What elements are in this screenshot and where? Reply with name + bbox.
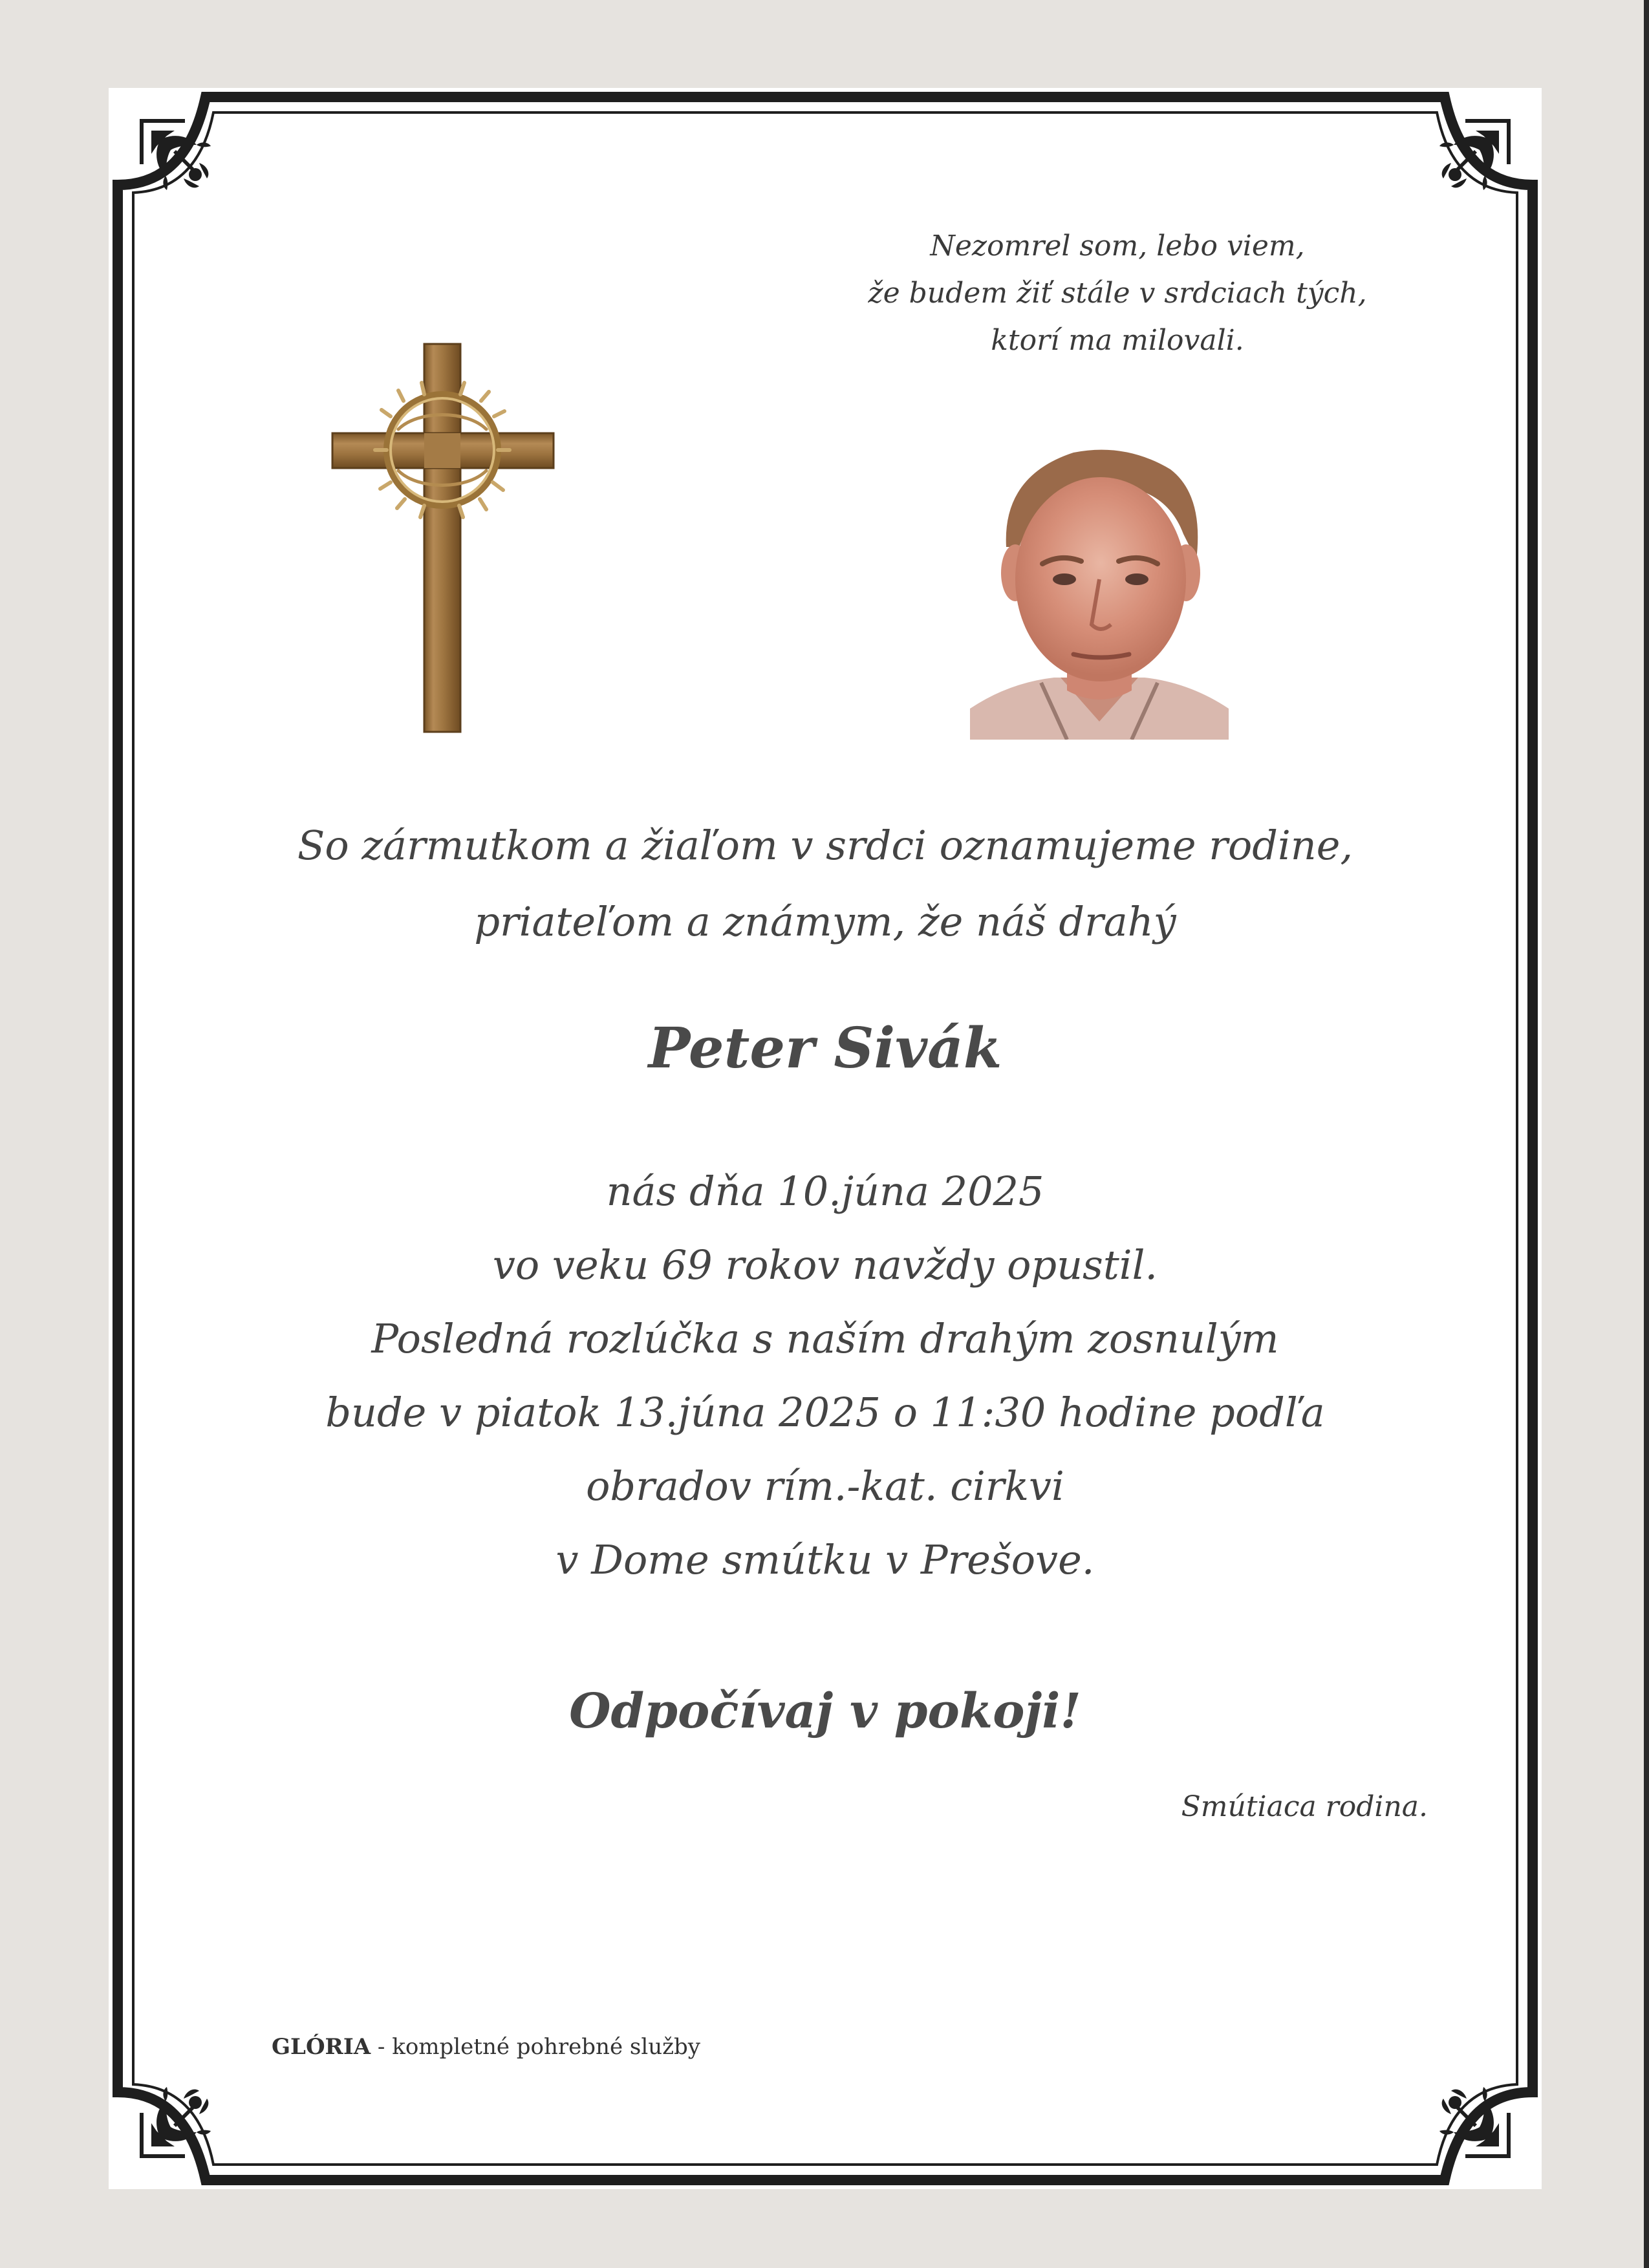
quote-line: ktorí ma milovali. xyxy=(991,324,1244,357)
detail-line: nás dňa 10.júna 2025 xyxy=(606,1168,1044,1215)
memorial-quote xyxy=(820,222,1415,364)
intro-line: So zármutkom a žiaľom v srdci oznamujeme rodine, xyxy=(297,822,1353,869)
quote-line: Nezomrel som, lebo viem, xyxy=(930,230,1305,262)
detail-line: Posledná rozlúčka s naším drahým zosnulým xyxy=(371,1315,1279,1362)
cross-icon xyxy=(327,339,560,740)
deceased-portrait xyxy=(970,437,1229,740)
scan-edge xyxy=(1644,0,1649,2268)
detail-line: obradov rím.-kat. cirkvi xyxy=(586,1462,1064,1510)
funeral-service-brand: GLÓRIA xyxy=(272,2034,371,2060)
detail-line: bude v piatok 13.júna 2025 o 11:30 hodine podľa xyxy=(325,1389,1325,1436)
deceased-name: Peter Sivák xyxy=(648,1016,1002,1081)
mourners-signature: Smútiaca rodina. xyxy=(1181,1790,1428,1823)
decorative-frame xyxy=(109,88,1542,2189)
funeral-details xyxy=(109,1155,1542,1597)
funeral-service-footer xyxy=(272,2033,700,2061)
intro-line: priateľom a známym, že náš drahý xyxy=(474,898,1176,945)
announcement-intro xyxy=(109,808,1542,960)
quote-line: že budem žiť stále v srdciach tých, xyxy=(868,277,1367,310)
rest-in-peace-line: Odpočívaj v pokoji! xyxy=(569,1684,1081,1739)
obituary-page xyxy=(109,88,1542,2189)
detail-line: v Dome smútku v Prešove. xyxy=(555,1536,1095,1583)
funeral-service-tagline: - kompletné pohrebné služby xyxy=(371,2034,700,2060)
detail-line: vo veku 69 rokov navždy opustil. xyxy=(492,1241,1158,1289)
